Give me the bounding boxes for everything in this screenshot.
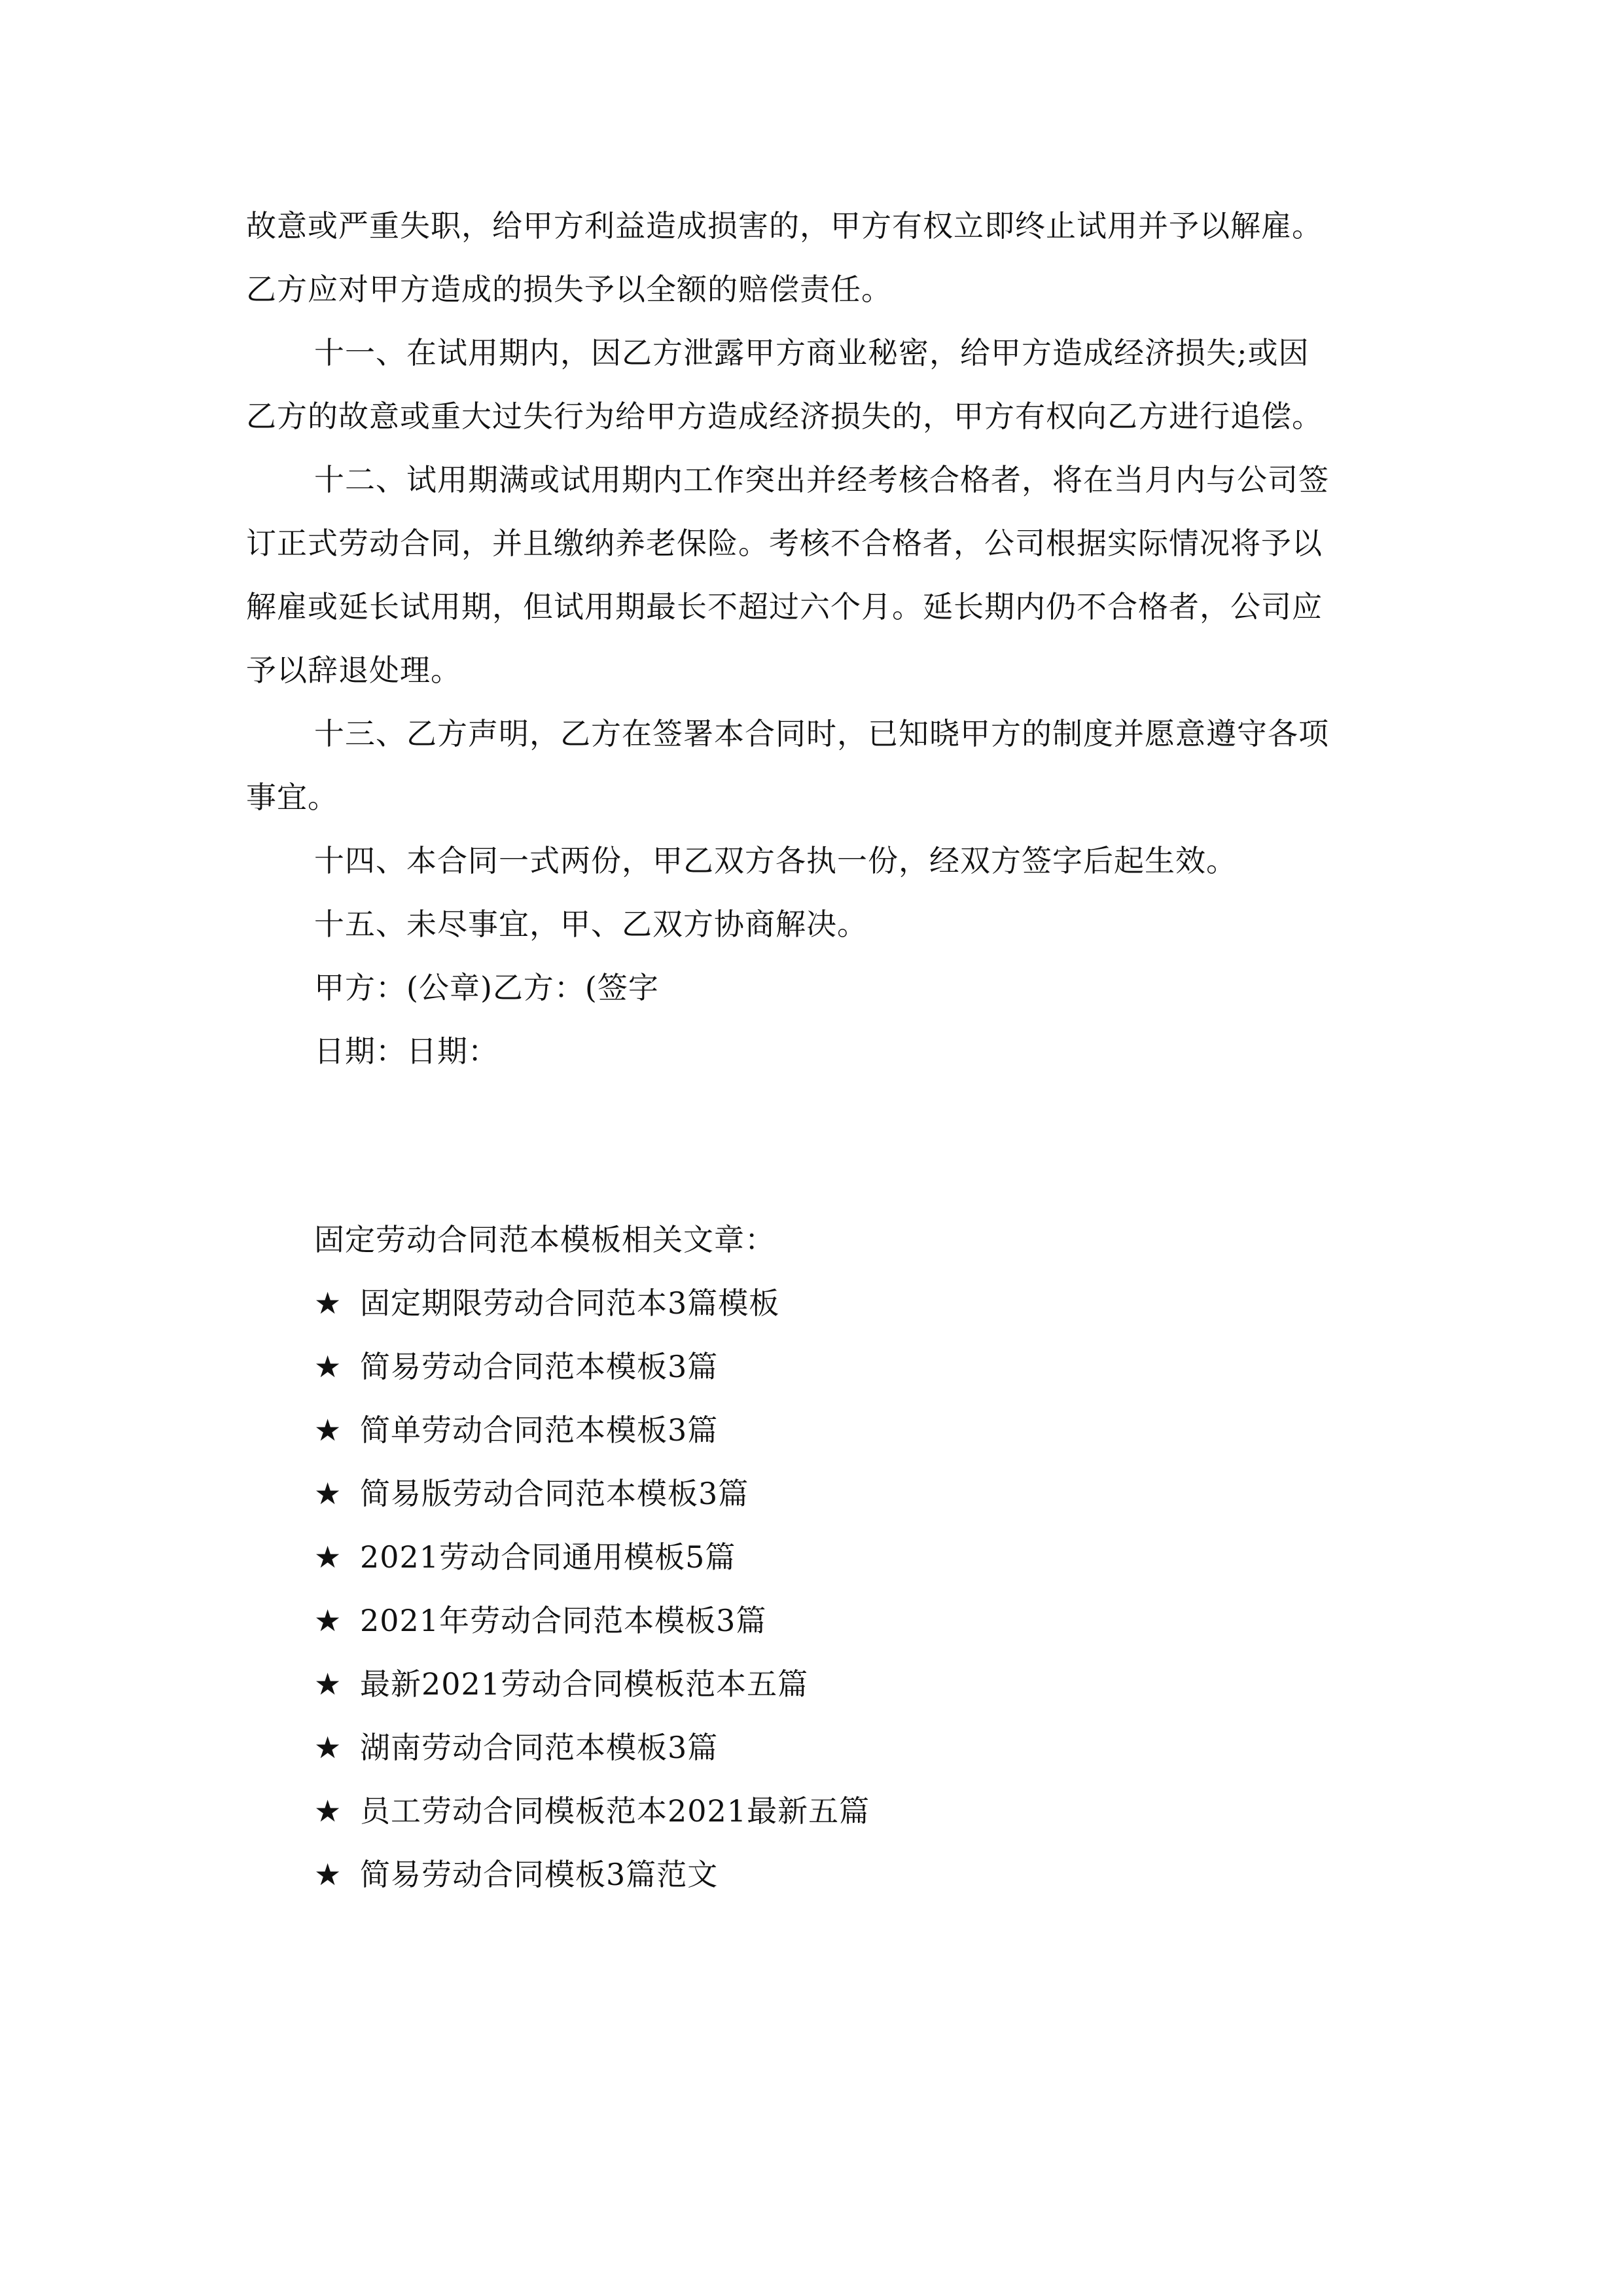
related-article-link[interactable]	[246, 1526, 1398, 1589]
related-article-link[interactable]	[246, 1589, 1398, 1653]
body-line: 解雇或延长试用期，但试用期最长不超过六个月。延长期内仍不合格者，公司应	[246, 589, 1323, 624]
date-line: 日期：日期：	[314, 1033, 499, 1069]
star-icon: ★	[314, 1730, 342, 1765]
related-article-label: 简易劳动合同模板3篇范文	[360, 1857, 719, 1892]
related-article-label: 2021劳动合同通用模板5篇	[360, 1539, 736, 1575]
clause-14-line: 十四、本合同一式两份，甲乙双方各执一份，经双方签字后起生效。	[314, 843, 1237, 878]
related-article-label: 湖南劳动合同范本模板3篇	[360, 1730, 719, 1765]
related-article-link[interactable]	[246, 1335, 1398, 1399]
related-article-label: 简易劳动合同范本模板3篇	[360, 1349, 719, 1384]
related-article-link[interactable]	[246, 1780, 1398, 1843]
clause-15-line: 十五、未尽事宜，甲、乙双方协商解决。	[314, 906, 868, 942]
related-article-link[interactable]	[246, 1653, 1398, 1716]
clause-12-line: 十二、试用期满或试用期内工作突出并经考核合格者，将在当月内与公司签	[314, 462, 1329, 497]
related-article-link[interactable]	[246, 1716, 1398, 1780]
body-line: 事宜。	[246, 780, 338, 815]
body-line: 乙方应对甲方造成的损失予以全额的赔偿责任。	[246, 272, 892, 307]
related-article-link[interactable]	[246, 1843, 1398, 1907]
related-article-label: 简单劳动合同范本模板3篇	[360, 1412, 719, 1448]
related-articles-title: 固定劳动合同范本模板相关文章：	[314, 1222, 776, 1257]
star-icon: ★	[314, 1412, 342, 1448]
body-line: 订正式劳动合同，并且缴纳养老保险。考核不合格者，公司根据实际情况将予以	[246, 526, 1323, 561]
star-icon: ★	[314, 1285, 342, 1321]
signature-line: 甲方：(公章)乙方：(签字	[314, 970, 659, 1005]
star-icon: ★	[314, 1857, 342, 1892]
related-article-link[interactable]	[246, 1462, 1398, 1526]
star-icon: ★	[314, 1349, 342, 1384]
clause-11-line: 十一、在试用期内，因乙方泄露甲方商业秘密，给甲方造成经济损失;或因	[314, 335, 1310, 370]
related-article-link[interactable]	[246, 1399, 1398, 1462]
related-article-label: 最新2021劳动合同模板范本五篇	[360, 1666, 809, 1702]
clause-13-line: 十三、乙方声明，乙方在签署本合同时，已知晓甲方的制度并愿意遵守各项	[314, 716, 1329, 751]
star-icon: ★	[314, 1603, 342, 1638]
body-line: 故意或严重失职，给甲方利益造成损害的，甲方有权立即终止试用并予以解雇。	[246, 208, 1323, 243]
related-articles	[246, 1208, 1398, 1907]
related-article-label: 2021年劳动合同范本模板3篇	[360, 1603, 767, 1638]
star-icon: ★	[314, 1476, 342, 1511]
related-article-label: 固定期限劳动合同范本3篇模板	[360, 1285, 780, 1321]
body-line: 予以辞退处理。	[246, 653, 461, 688]
star-icon: ★	[314, 1539, 342, 1575]
related-article-label: 员工劳动合同模板范本2021最新五篇	[360, 1793, 870, 1829]
star-icon: ★	[314, 1666, 342, 1702]
related-article-link[interactable]	[246, 1272, 1398, 1335]
star-icon: ★	[314, 1793, 342, 1829]
contract-body	[246, 194, 1398, 1083]
body-line: 乙方的故意或重大过失行为给甲方造成经济损失的，甲方有权向乙方进行追偿。	[246, 399, 1323, 434]
related-article-label: 简易版劳动合同范本模板3篇	[360, 1476, 749, 1511]
